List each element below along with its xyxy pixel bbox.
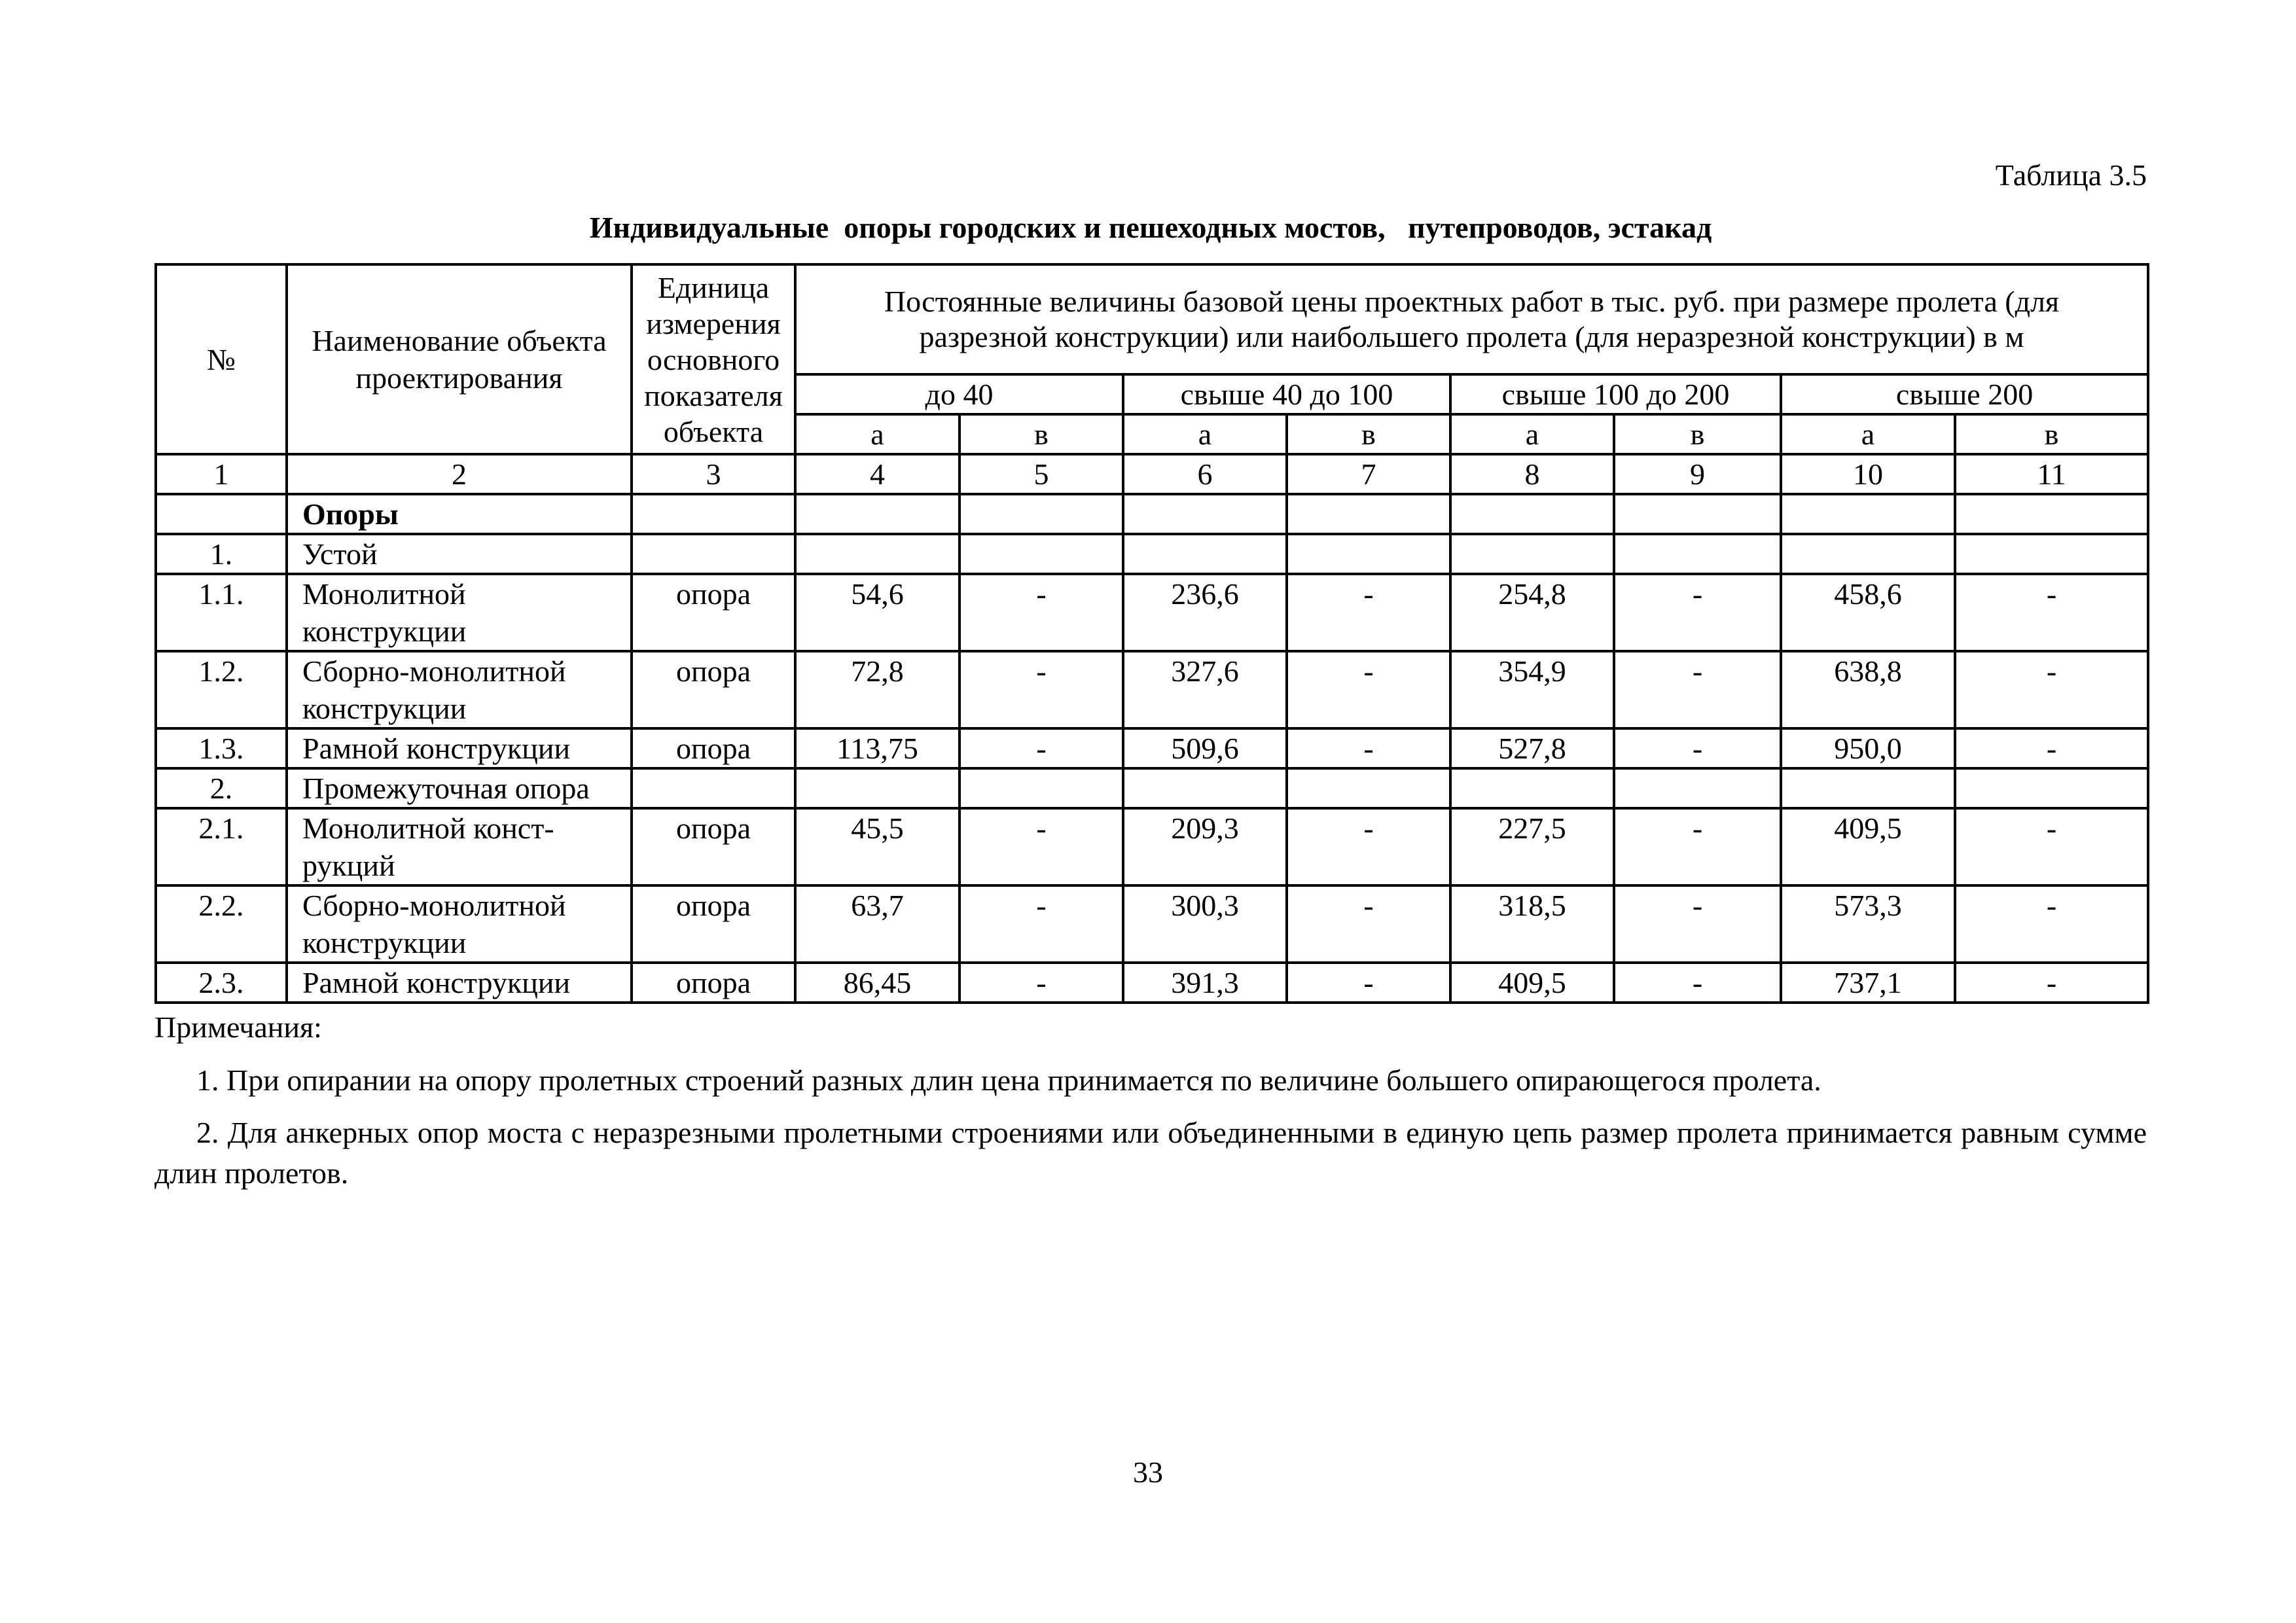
row-num [156,494,287,534]
row-value [1781,494,1955,534]
table-row [156,651,2148,728]
row-value: - [1955,808,2148,885]
row-value [1955,768,2148,808]
column-number: 11 [1955,454,2148,494]
column-number: 1 [156,454,287,494]
span-header: свыше 40 до 100 [1123,374,1450,414]
row-value: 573,3 [1781,885,1955,963]
row-value [1781,768,1955,808]
row-num: 1.3. [156,728,287,768]
row-value: - [960,808,1123,885]
subheader-b: в [1287,414,1450,454]
row-value: 45,5 [795,808,960,885]
row-value: - [1614,651,1781,728]
row-value: - [1614,885,1781,963]
row-value: - [1955,885,2148,963]
row-value [1955,534,2148,574]
row-value [1123,768,1287,808]
row-value [1287,768,1450,808]
subheader-b: в [1955,414,2148,454]
column-number: 10 [1781,454,1955,494]
row-num: 1.1. [156,574,287,651]
row-value: 236,6 [1123,574,1287,651]
row-value: 254,8 [1450,574,1614,651]
row-name: Опоры [287,494,632,534]
row-name: Сборно-монолитной конструкции [287,651,632,728]
table-row [156,534,2148,574]
row-value: 227,5 [1450,808,1614,885]
table-row [156,574,2148,651]
header-num: № [156,264,287,454]
table-row [156,885,2148,963]
row-value [1781,534,1955,574]
row-value: - [1955,963,2148,1003]
row-name: Устой [287,534,632,574]
table-row [156,963,2148,1003]
page-number: 33 [1133,1455,1163,1489]
row-name: Промежуточная опора [287,768,632,808]
row-name: Монолитной конст-рукций [287,808,632,885]
table-row [156,768,2148,808]
row-num: 2.1. [156,808,287,885]
header-name: Наименование объекта проектирования [287,264,632,454]
row-value: 458,6 [1781,574,1955,651]
row-value: 527,8 [1450,728,1614,768]
row-unit [632,494,795,534]
row-value: - [1614,728,1781,768]
row-value: - [960,963,1123,1003]
span-header: свыше 100 до 200 [1450,374,1781,414]
row-value: - [1287,808,1450,885]
row-value [960,494,1123,534]
table-body [156,494,2148,1003]
column-number: 3 [632,454,795,494]
row-value [795,768,960,808]
subheader-a: а [1123,414,1287,454]
note-item: 1. При опирании на опору пролетных строений разных длин цена принимается по величине большего опирающегося пролета. [196,1063,1821,1097]
row-value [1123,494,1287,534]
row-value [1614,768,1781,808]
row-value: 318,5 [1450,885,1614,963]
subheader-b: в [1614,414,1781,454]
row-value: 638,8 [1781,651,1955,728]
row-num: 2.2. [156,885,287,963]
span-header: свыше 200 [1781,374,2148,414]
row-value [1287,494,1450,534]
row-value [960,768,1123,808]
row-value: - [1614,574,1781,651]
row-value: 63,7 [795,885,960,963]
row-unit: опора [632,808,795,885]
row-unit [632,534,795,574]
table-row [156,494,2148,534]
row-value: 72,8 [795,651,960,728]
row-value: - [1614,808,1781,885]
column-number: 7 [1287,454,1450,494]
row-num: 1. [156,534,287,574]
row-value: - [960,651,1123,728]
row-value: - [1287,963,1450,1003]
row-num: 2. [156,768,287,808]
row-value: - [1614,963,1781,1003]
column-number: 6 [1123,454,1287,494]
row-value [1955,494,2148,534]
row-value: 391,3 [1123,963,1287,1003]
price-table [154,263,2149,1004]
row-value: 950,0 [1781,728,1955,768]
notes-heading: Примечания: [154,1010,322,1044]
row-value: - [1955,651,2148,728]
column-number: 9 [1614,454,1781,494]
row-value: 209,3 [1123,808,1287,885]
row-value [1123,534,1287,574]
row-unit: опора [632,728,795,768]
row-value: 113,75 [795,728,960,768]
row-value [795,494,960,534]
row-unit: опора [632,574,795,651]
row-value [960,534,1123,574]
row-value [1614,534,1781,574]
subheader-a: а [1450,414,1614,454]
row-value: 409,5 [1450,963,1614,1003]
subheader-a: а [1781,414,1955,454]
row-name: Рамной конструкции [287,728,632,768]
row-value [1450,534,1614,574]
note-item: 2. Для анкерных опор моста с неразрезными пролетными строениями или объединенными в единую цепь размер пролета принимается равным сумме длин пролетов. [154,1116,2147,1190]
row-value [1450,768,1614,808]
table-title: Индивидуальные опоры городских и пешеходных мостов, путепроводов, эстакад [589,211,1712,244]
row-value: 300,3 [1123,885,1287,963]
subheader-b: в [960,414,1123,454]
column-number: 5 [960,454,1123,494]
row-name: Монолитной конструкции [287,574,632,651]
span-header: до 40 [795,374,1123,414]
row-num: 1.2. [156,651,287,728]
subheader-a: а [795,414,960,454]
row-value: 327,6 [1123,651,1287,728]
row-value: - [1955,728,2148,768]
row-value [1287,534,1450,574]
row-value: 354,9 [1450,651,1614,728]
header-unit: Единица измерения основного показателя объекта [632,264,795,454]
row-value: 54,6 [795,574,960,651]
row-value: - [1287,728,1450,768]
row-unit: опора [632,885,795,963]
row-num: 2.3. [156,963,287,1003]
header-price: Постоянные величины базовой цены проектных работ в тыс. руб. при размере пролета (для разрезной конструкции) или наибольшего пролета (для неразрезной конструкции) в м [795,264,2148,374]
row-value: - [960,728,1123,768]
row-value: - [1287,651,1450,728]
row-value: - [960,574,1123,651]
row-value [1450,494,1614,534]
row-value [1614,494,1781,534]
row-value [795,534,960,574]
column-number: 2 [287,454,632,494]
row-value: 509,6 [1123,728,1287,768]
row-unit: опора [632,651,795,728]
row-value: 737,1 [1781,963,1955,1003]
row-value: - [960,885,1123,963]
row-value: - [1287,885,1450,963]
row-value: 409,5 [1781,808,1955,885]
row-name: Сборно-монолитной конструкции [287,885,632,963]
table-row [156,808,2148,885]
table-row [156,728,2148,768]
row-value: - [1955,574,2148,651]
row-name: Рамной конструкции [287,963,632,1003]
row-unit: опора [632,963,795,1003]
column-number: 4 [795,454,960,494]
row-value: 86,45 [795,963,960,1003]
row-value: - [1287,574,1450,651]
column-number: 8 [1450,454,1614,494]
table-label: Таблица 3.5 [1995,158,2147,192]
row-unit [632,768,795,808]
